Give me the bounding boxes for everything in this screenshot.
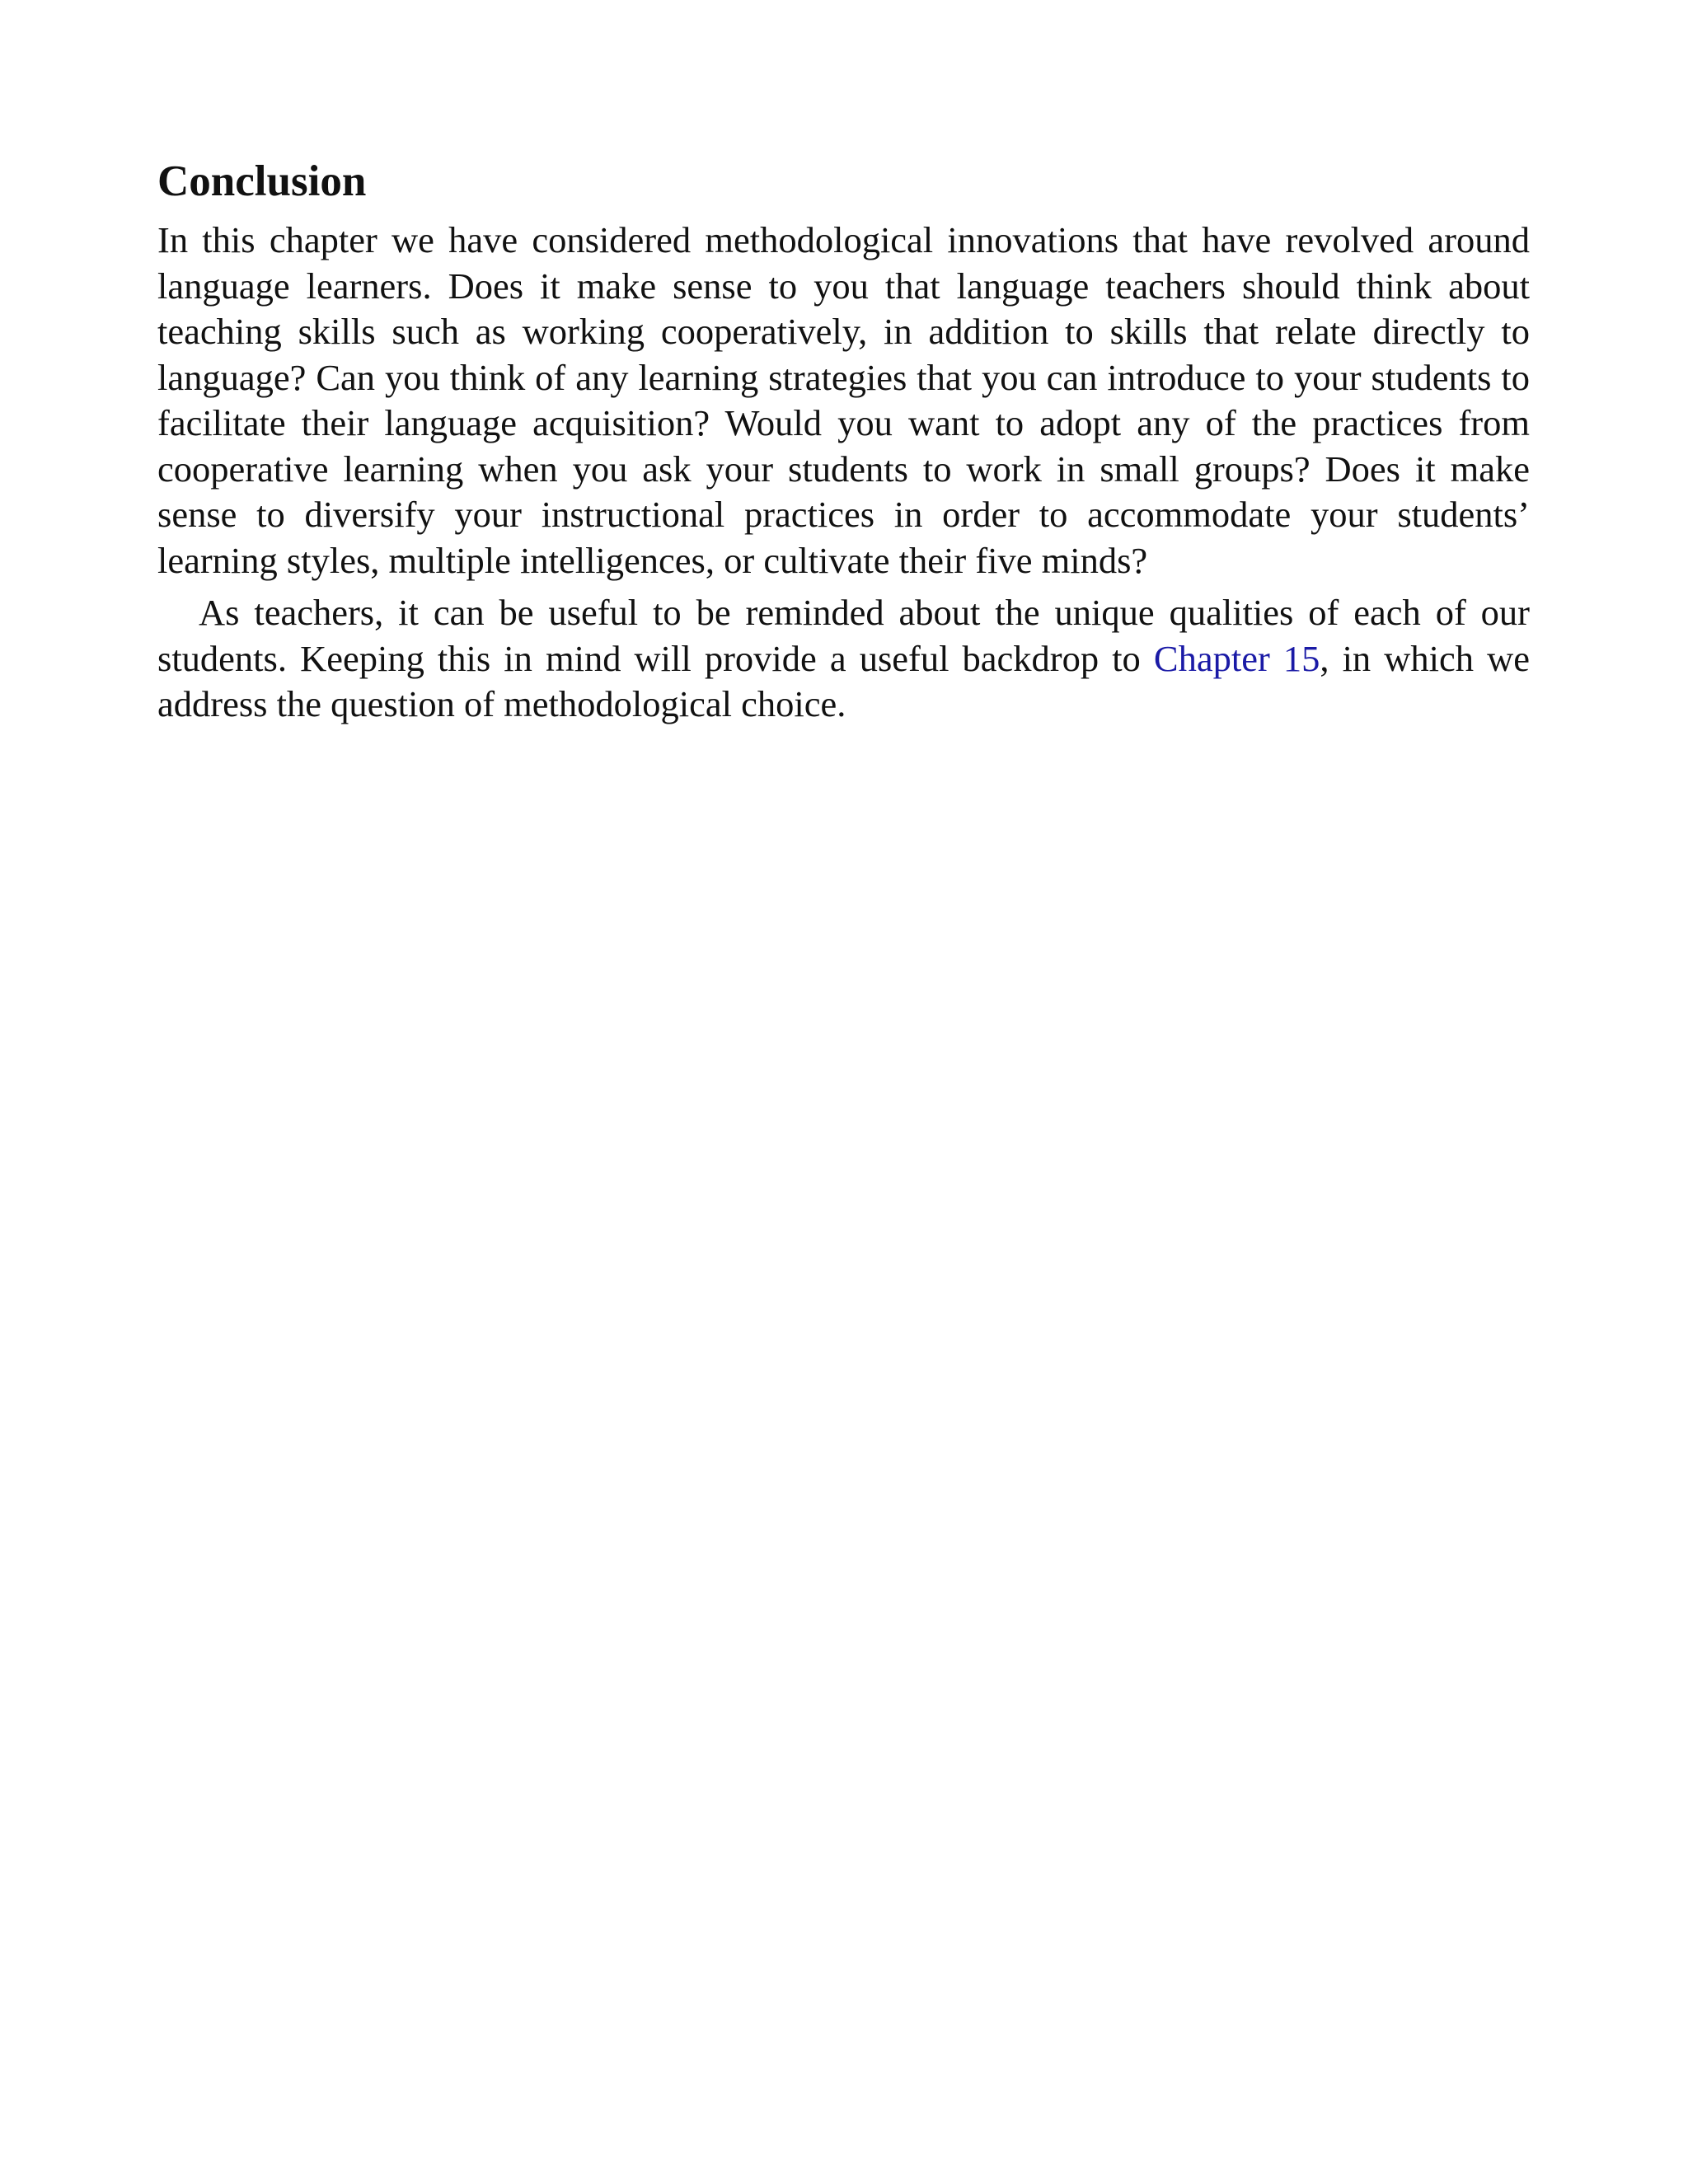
document-page xyxy=(157,157,1530,728)
paragraph-2-text-end: , in which we address the question of methodological choice. xyxy=(157,637,1530,724)
paragraph-2 xyxy=(157,590,1530,728)
paragraph-1: In this chapter we have considered methodological innovations that have revolved around language learners. Does it make sense to you that language teachers should think about teaching skills such as working cooperatively, in addition to skills that relate directly to language? Can you think of any learning strategies that you can introduce to your students to facilitate their language acquisition? Would you want to adopt any of the practices from cooperative learning when you ask your students to work in small groups? Does it make sense to diversify your instructional practices in order to accommodate your students’ learning styles, multiple intelligences, or cultivate their five minds? xyxy=(157,219,1530,581)
paragraph-2-text-start: As teachers, it can be useful to be reminded about the unique qualities of each of our students. Keeping this in mind will provide a useful backdrop to xyxy=(157,592,1530,679)
chapter-15-link[interactable]: Chapter 15 xyxy=(1153,637,1320,679)
section-heading: Conclusion xyxy=(157,157,367,205)
